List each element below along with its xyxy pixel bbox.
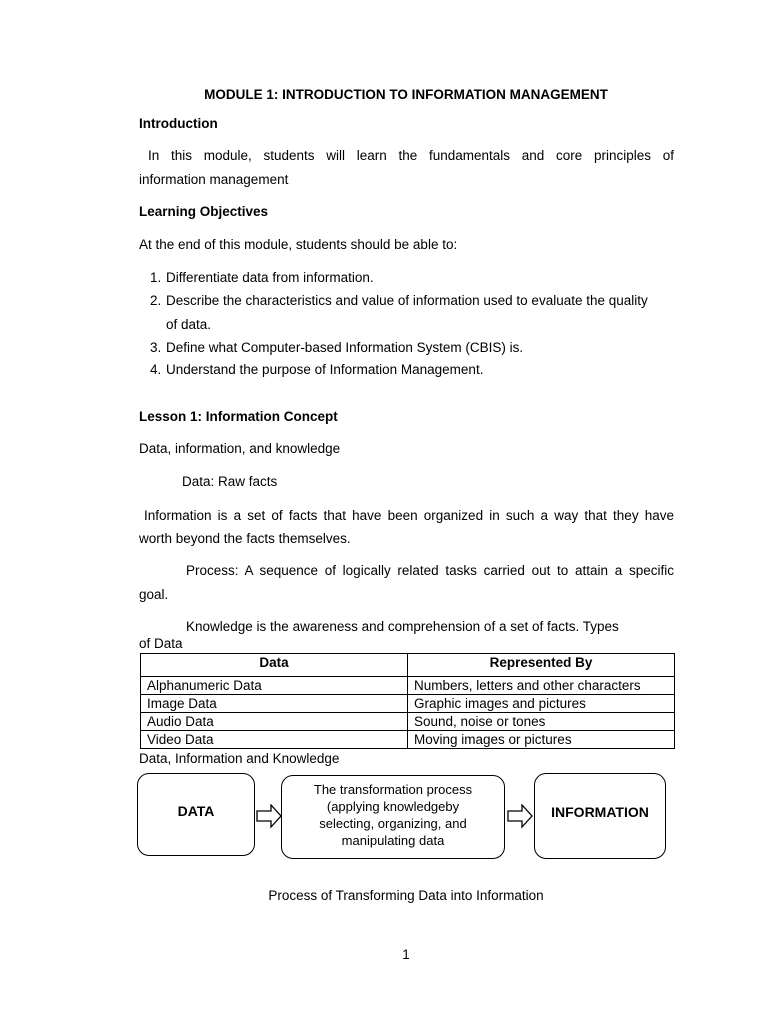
right-arrow-icon [507, 804, 533, 830]
objective-number: 2. [150, 293, 162, 308]
knowledge-definition: Knowledge is the awareness and comprehension of a set of facts. Types [186, 619, 619, 634]
table-cell: Moving images or pictures [408, 731, 675, 749]
introduction-heading: Introduction [139, 116, 218, 131]
lesson-heading: Lesson 1: Information Concept [139, 409, 338, 424]
table-cell: Graphic images and pictures [408, 695, 675, 713]
objectives-heading: Learning Objectives [139, 204, 269, 219]
objective-number: 1. [150, 270, 162, 285]
lesson-subtitle: Data, information, and knowledge [139, 441, 341, 456]
data-box [137, 773, 255, 856]
table-row [141, 695, 675, 713]
diagram-label: Data, Information and Knowledge [139, 751, 340, 766]
information-definition-line-1: Information is a set of facts that have been organized in such a way that they have [144, 508, 674, 523]
objective-text: Understand the purpose of Information Management. [166, 362, 484, 377]
process-definition-line-2: goal. [139, 587, 169, 602]
table-cell: Audio Data [141, 713, 408, 731]
process-definition-line-1: Process: A sequence of logically related tasks carried out to attain a specific [186, 563, 674, 578]
objective-text: Differentiate data from information. [166, 270, 374, 285]
objective-text: Define what Computer-based Information System (CBIS) is. [166, 340, 524, 355]
table-cell: Alphanumeric Data [141, 677, 408, 695]
data-box-label: DATA [177, 802, 215, 819]
process-box-line: selecting, organizing, and [319, 816, 467, 831]
table-row [141, 731, 675, 749]
table-cell: Image Data [141, 695, 408, 713]
information-box-label: INFORMATION [551, 804, 649, 820]
table-row [141, 677, 675, 695]
diagram-caption: Process of Transforming Data into Information [268, 888, 544, 903]
table-cell: Video Data [141, 731, 408, 749]
module-title: MODULE 1: INTRODUCTION TO INFORMATION MANAGEMENT [204, 87, 608, 102]
table-header-cell: Represented By [408, 654, 675, 677]
data-types-table [140, 653, 675, 749]
information-box [534, 773, 666, 859]
types-of-data-label: of Data [139, 636, 183, 651]
process-box-line: (applying knowledgeby [326, 799, 460, 814]
process-box-line: manipulating data [341, 833, 445, 848]
table-header-cell: Data [141, 654, 408, 677]
objective-text-continued: of data. [166, 317, 212, 332]
process-box-line: The transformation process [313, 782, 473, 797]
information-definition-line-2: worth beyond the facts themselves. [139, 531, 351, 546]
table-cell: Sound, noise or tones [408, 713, 675, 731]
objective-number: 4. [150, 362, 162, 377]
right-arrow-icon [256, 804, 282, 830]
table-row [141, 713, 675, 731]
table-header-row [141, 654, 675, 677]
objective-text: Describe the characteristics and value of information used to evaluate the quality [166, 293, 648, 308]
objective-number: 3. [150, 340, 162, 355]
introduction-paragraph-line-2: information management [139, 172, 289, 187]
data-definition: Data: Raw facts [182, 474, 278, 489]
transformation-process-box [281, 775, 505, 859]
page-number: 1 [402, 947, 410, 962]
objectives-lead: At the end of this module, students should be able to: [139, 237, 458, 252]
introduction-paragraph-line-1: In this module, students will learn the fundamentals and core principles of [148, 148, 674, 163]
table-cell: Numbers, letters and other characters [408, 677, 675, 695]
